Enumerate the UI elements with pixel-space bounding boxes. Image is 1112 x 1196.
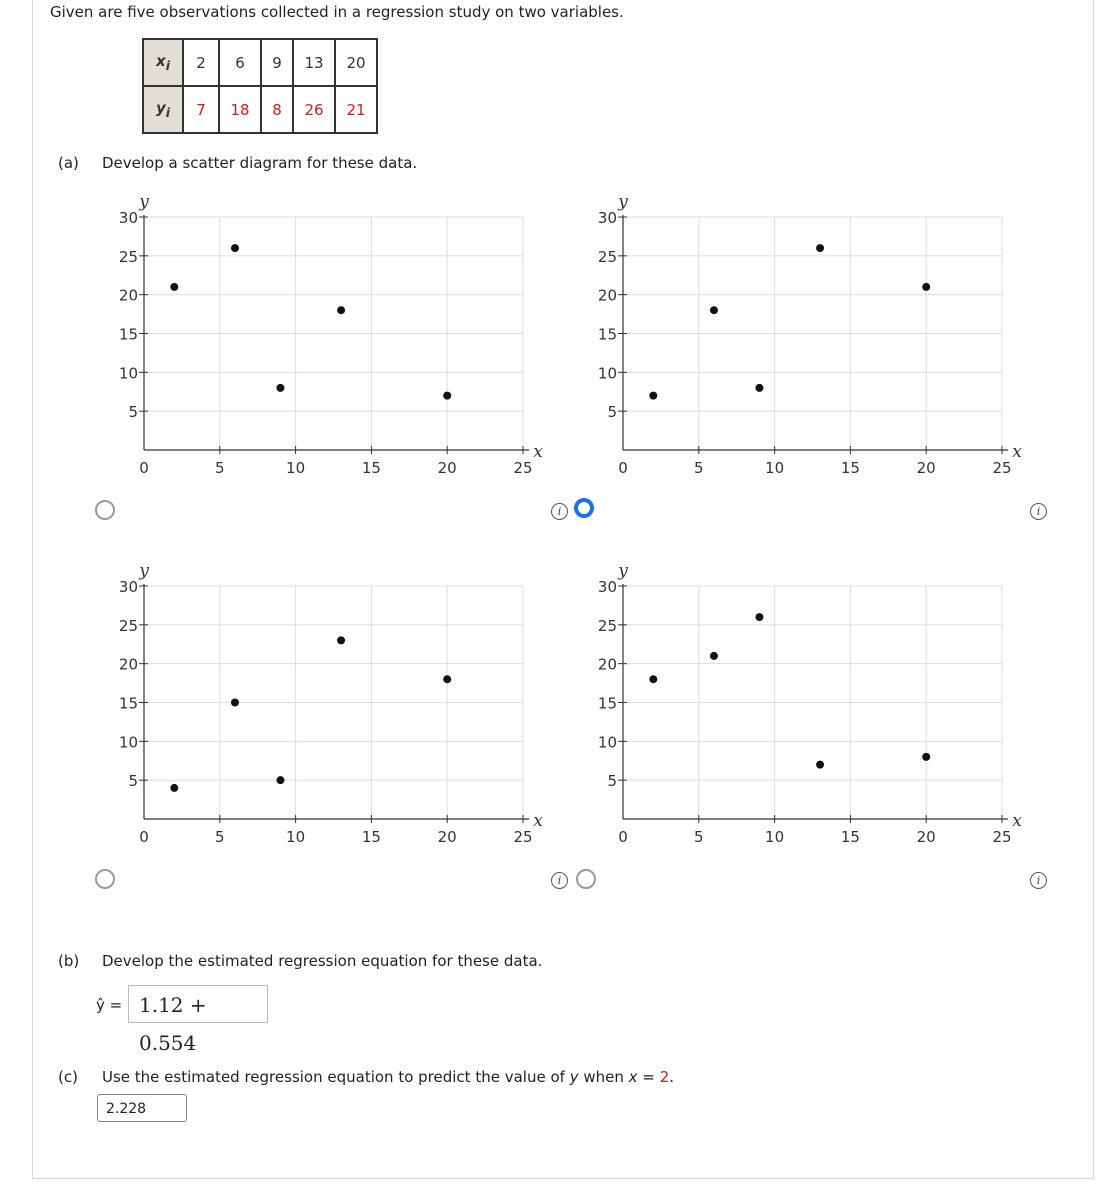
x-cell: 2 bbox=[183, 39, 219, 86]
data-point bbox=[816, 244, 824, 252]
part-a-label: (a) bbox=[58, 154, 79, 172]
info-icon[interactable]: i bbox=[1030, 872, 1047, 889]
scatter-option-4 bbox=[575, 554, 1035, 854]
y-tick-label: 30 bbox=[597, 209, 617, 227]
data-point bbox=[231, 699, 239, 707]
x-tick-label: 10 bbox=[286, 828, 306, 846]
y-tick-label: 10 bbox=[118, 364, 138, 383]
data-point bbox=[755, 613, 763, 621]
y-tick-label: 15 bbox=[597, 694, 617, 713]
y-tick-label: 25 bbox=[597, 616, 617, 635]
y-tick-label: 10 bbox=[597, 733, 617, 752]
x-tick-label: 0 bbox=[139, 459, 149, 477]
x-tick-label: 25 bbox=[513, 459, 533, 477]
x-tick-label: 25 bbox=[513, 828, 533, 846]
x-axis-label: x bbox=[1012, 811, 1022, 831]
x-row bbox=[143, 39, 377, 86]
option-4-radio[interactable] bbox=[576, 869, 596, 889]
x-tick-label: 20 bbox=[916, 459, 936, 477]
y-axis-label: y bbox=[139, 192, 149, 212]
x-tick-label: 15 bbox=[361, 459, 381, 477]
option-1-radio[interactable] bbox=[95, 500, 115, 520]
data-point bbox=[337, 306, 345, 314]
y-tick-label: 25 bbox=[118, 247, 138, 266]
x-tick-label: 5 bbox=[694, 828, 704, 846]
y-tick-label: 30 bbox=[597, 578, 617, 596]
observations-table bbox=[142, 38, 378, 134]
y-tick-label: 20 bbox=[597, 655, 617, 674]
data-point bbox=[710, 652, 718, 660]
data-point bbox=[710, 306, 718, 314]
y-tick-label: 5 bbox=[128, 403, 138, 422]
data-point bbox=[276, 776, 284, 784]
x-tick-label: 15 bbox=[840, 828, 860, 846]
x-cell: 6 bbox=[219, 39, 261, 86]
info-icon[interactable]: i bbox=[551, 872, 568, 889]
data-point bbox=[276, 384, 284, 392]
y-tick-label: 20 bbox=[597, 286, 617, 305]
y-row bbox=[143, 86, 377, 133]
x-tick-label: 0 bbox=[618, 459, 628, 477]
y-axis-label: y bbox=[139, 561, 149, 581]
part-a-text: Develop a scatter diagram for these data. bbox=[102, 154, 418, 172]
y-tick-label: 20 bbox=[118, 286, 138, 305]
data-point bbox=[443, 675, 451, 683]
option-2-radio[interactable] bbox=[574, 498, 594, 518]
x-tick-label: 10 bbox=[286, 459, 306, 477]
scatter-svg bbox=[575, 554, 1035, 854]
y-axis-label: y bbox=[618, 192, 628, 212]
x-cell: 20 bbox=[335, 39, 377, 86]
y-cell: 21 bbox=[335, 86, 377, 133]
part-c-prompt: (c) Use the estimated regression equation to predict the value of y when x = 2. bbox=[58, 1068, 675, 1086]
x-axis-label: x bbox=[1012, 442, 1022, 462]
given-x-value: 2 bbox=[659, 1068, 670, 1086]
data-point bbox=[170, 283, 178, 291]
data-point bbox=[649, 392, 657, 400]
y-tick-label: 15 bbox=[118, 325, 138, 344]
data-point bbox=[443, 392, 451, 400]
y-tick-label: 25 bbox=[597, 247, 617, 266]
scatter-option-1 bbox=[96, 185, 556, 485]
x-tick-label: 20 bbox=[916, 828, 936, 846]
x-cell: 13 bbox=[293, 39, 335, 86]
part-a-prompt bbox=[58, 154, 417, 172]
x-tick-label: 15 bbox=[840, 459, 860, 477]
x-tick-label: 25 bbox=[992, 459, 1012, 477]
data-point bbox=[755, 384, 763, 392]
data-point bbox=[816, 761, 824, 769]
x-tick-label: 5 bbox=[215, 459, 225, 477]
x-tick-label: 10 bbox=[765, 459, 785, 477]
y-tick-label: 20 bbox=[118, 655, 138, 674]
x-axis-label: x bbox=[533, 442, 543, 462]
data-point bbox=[170, 784, 178, 792]
info-icon[interactable]: i bbox=[1030, 503, 1047, 520]
yhat-label: ŷ = bbox=[96, 996, 123, 1014]
part-b-label: (b) bbox=[58, 952, 80, 970]
option-3-radio[interactable] bbox=[95, 869, 115, 889]
x-tick-label: 25 bbox=[992, 828, 1012, 846]
y-tick-label: 25 bbox=[118, 616, 138, 635]
x-tick-label: 20 bbox=[437, 459, 457, 477]
y-cell: 18 bbox=[219, 86, 261, 133]
y-tick-label: 15 bbox=[118, 694, 138, 713]
y-tick-label: 10 bbox=[597, 364, 617, 383]
y-cell: 8 bbox=[261, 86, 293, 133]
data-point bbox=[922, 283, 930, 291]
part-c-label: (c) bbox=[58, 1068, 78, 1086]
scatter-svg bbox=[96, 554, 556, 854]
data-point bbox=[337, 636, 345, 644]
y-tick-label: 10 bbox=[118, 733, 138, 752]
part-b-prompt bbox=[58, 952, 542, 970]
intro-text: Given are five observations collected in a regression study on two variables. bbox=[50, 3, 624, 21]
info-icon[interactable]: i bbox=[551, 503, 568, 520]
x-cell: 9 bbox=[261, 39, 293, 86]
prediction-answer-input[interactable]: 2.228 bbox=[97, 1094, 187, 1122]
regression-equation-input[interactable]: 1.12 + 0.554 bbox=[128, 985, 268, 1023]
data-point bbox=[231, 244, 239, 252]
scatter-svg bbox=[96, 185, 556, 485]
y-header: $y_i$ bbox=[143, 86, 183, 133]
y-cell: 7 bbox=[183, 86, 219, 133]
y-tick-label: 5 bbox=[607, 403, 617, 422]
data-point bbox=[922, 753, 930, 761]
x-tick-label: 5 bbox=[215, 828, 225, 846]
y-cell: 26 bbox=[293, 86, 335, 133]
y-tick-label: 5 bbox=[128, 772, 138, 791]
scatter-option-3 bbox=[96, 554, 556, 854]
y-tick-label: 5 bbox=[607, 772, 617, 791]
y-tick-label: 15 bbox=[597, 325, 617, 344]
y-tick-label: 30 bbox=[118, 578, 138, 596]
data-point bbox=[649, 675, 657, 683]
x-tick-label: 10 bbox=[765, 828, 785, 846]
x-tick-label: 5 bbox=[694, 459, 704, 477]
x-tick-label: 20 bbox=[437, 828, 457, 846]
scatter-svg bbox=[575, 185, 1035, 485]
part-b-text: Develop the estimated regression equation for these data. bbox=[102, 952, 543, 970]
x-tick-label: 15 bbox=[361, 828, 381, 846]
x-tick-label: 0 bbox=[139, 828, 149, 846]
x-header: $x_i$ bbox=[143, 39, 183, 86]
x-axis-label: x bbox=[533, 811, 543, 831]
scatter-option-2 bbox=[575, 185, 1035, 485]
y-axis-label: y bbox=[618, 561, 628, 581]
x-tick-label: 0 bbox=[618, 828, 628, 846]
y-tick-label: 30 bbox=[118, 209, 138, 227]
